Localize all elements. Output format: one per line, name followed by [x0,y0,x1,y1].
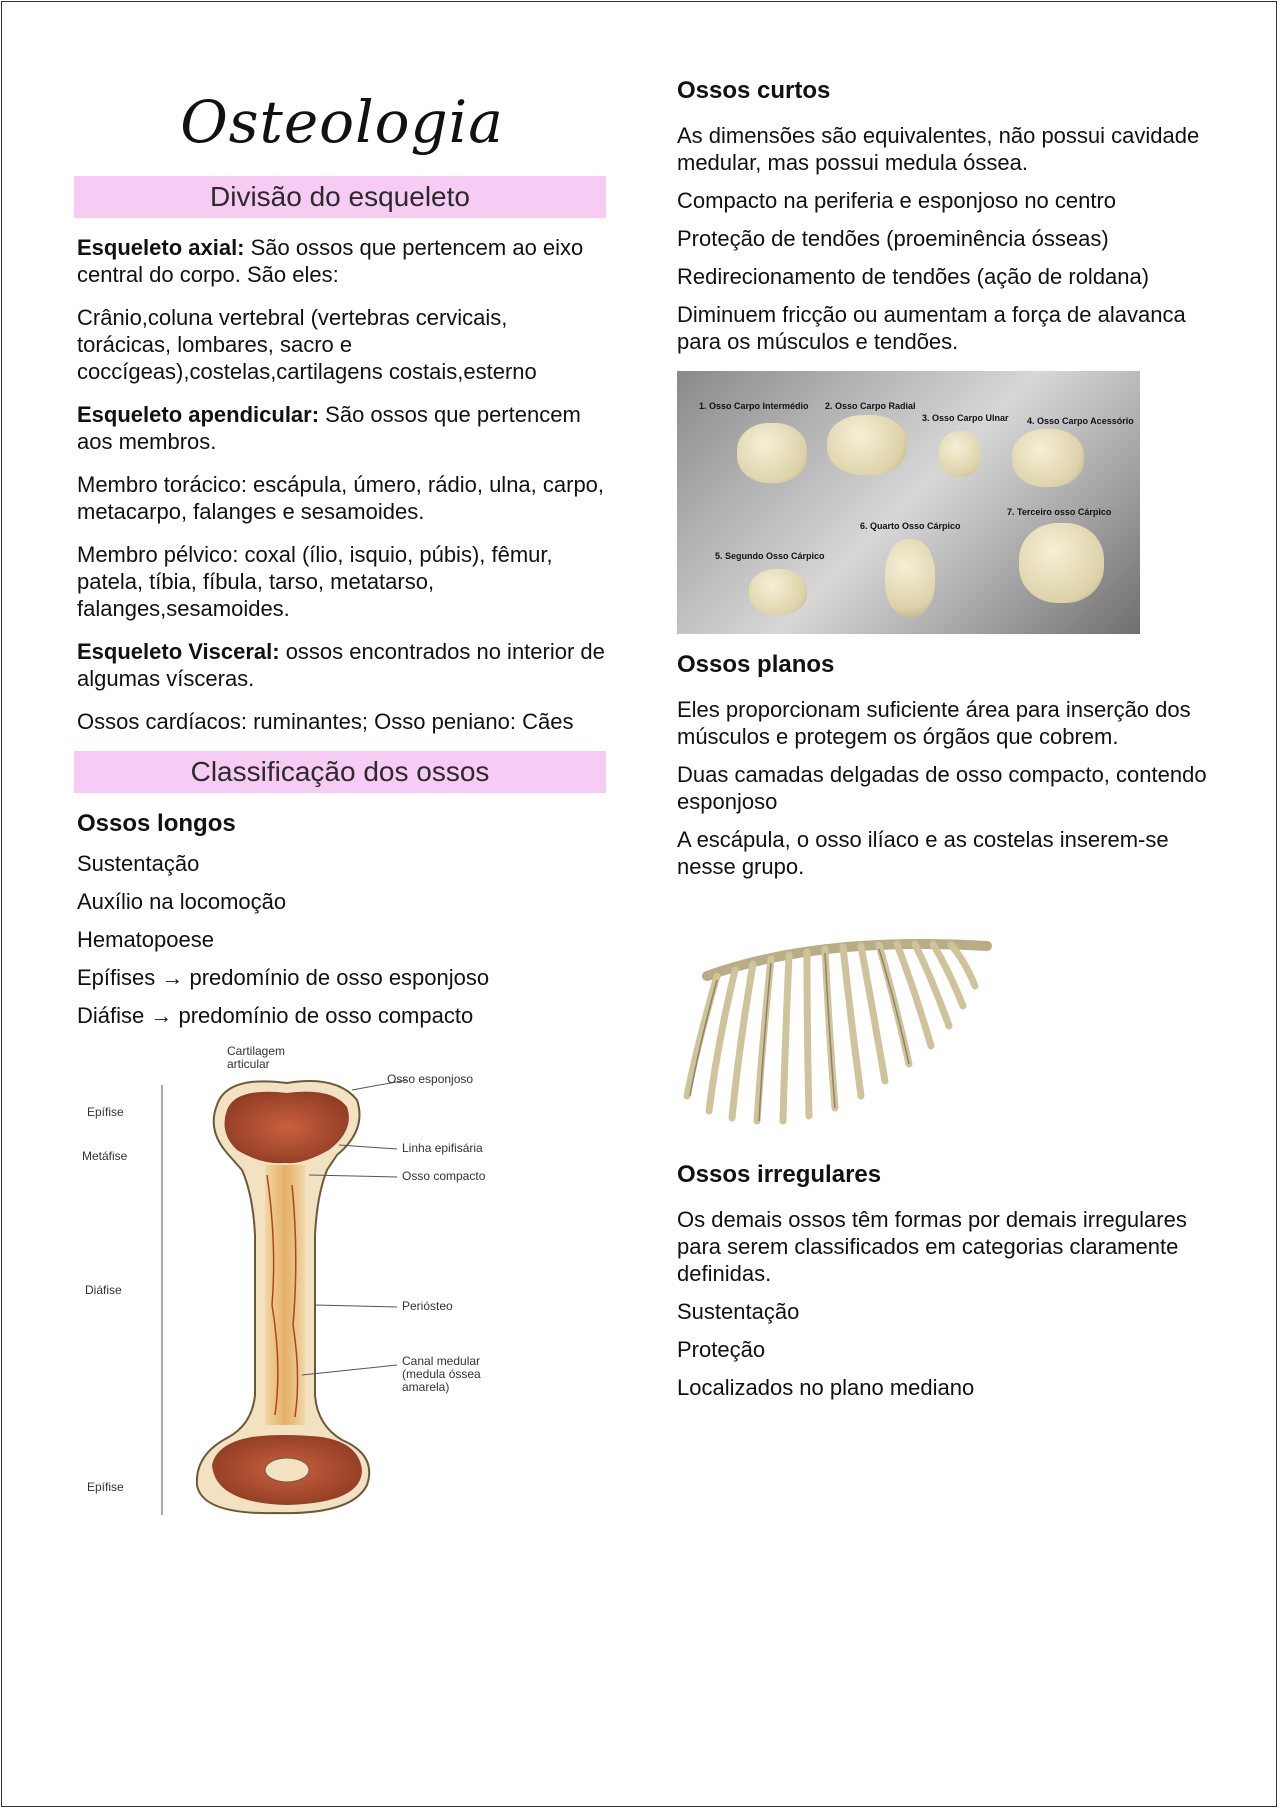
label-epifise-top: Epífise [87,1105,124,1119]
visceral-paragraph [77,638,607,692]
longos-item: Diáfise → predomínio de osso compacto [77,1003,474,1028]
carpal-bones-photo [677,371,1140,634]
carpal-bone [939,431,981,477]
curtos-item: Redirecionamento de tendões (ação de roldana) [677,264,1150,289]
label-cartilagem: Cartilagem articular [227,1044,286,1071]
ribs-illustration [677,896,997,1126]
carpal-label: 4. Osso Carpo Acessório [1027,416,1134,426]
section-band-classificacao: Classificação dos ossos [74,751,606,793]
axial-text: São ossos que pertencem ao eixo central do corpo. São eles: [77,235,584,287]
carpal-label: 2. Osso Carpo Radial [825,401,916,411]
planos-item: Eles proporcionam suficiente área para inserção dos músculos e protegem os órgãos que cobrem. [677,697,1191,749]
irregulares-item: Proteção [677,1337,766,1362]
visceral-lead: Esqueleto Visceral: [77,639,280,664]
carpal-bone [1019,523,1104,603]
apendicular-text: São ossos que pertencem aos membros. [77,402,581,454]
long-bone-diagram [77,1045,517,1525]
label-linha-epifisaria: Linha epifisária [402,1141,483,1155]
membro-pelvico: Membro pélvico: coxal (ílio, isquio, púbis), fêmur, patela, tíbia, fíbula, tarso, metatarso, falanges,sesamoides. [77,542,553,621]
longos-item: Sustentação [77,851,200,876]
section-band-divisao: Divisão do esqueleto [74,176,606,218]
carpal-bone [885,539,935,617]
longos-item: Epífises → predomínio de osso esponjoso [77,965,490,990]
axial-lead: Esqueleto axial: [77,235,245,260]
ossos-longos-title: Ossos longos [77,810,236,837]
apendicular-lead: Esqueleto apendicular: [77,402,320,427]
planos-item: A escápula, o osso ilíaco e as costelas inserem-se nesse grupo. [677,827,1169,879]
curtos-item: Compacto na periferia e esponjoso no centro [677,188,1117,213]
visceral-list: Ossos cardíacos: ruminantes; Osso peniano: Cães [77,709,574,734]
carpal-label: 1. Osso Carpo Intermédio [699,401,809,411]
ossos-curtos-title: Ossos curtos [677,77,831,104]
curtos-item: Diminuem fricção ou aumentam a força de alavanca para os músculos e tendões. [677,302,1186,354]
right-column [677,76,1217,1401]
planos-item: Duas camadas delgadas de osso compacto, contendo esponjoso [677,762,1207,814]
visceral-text: ossos encontrados no interior de algumas vísceras. [77,639,605,691]
longos-item: Hematopoese [77,927,214,952]
label-canal-medular: Canal medular (medula óssea amarela) [402,1354,481,1394]
longos-item: Auxílio na locomoção [77,889,287,914]
carpal-bone [1012,429,1084,487]
carpal-label: 6. Quarto Osso Cárpico [860,521,961,531]
irregulares-item: Os demais ossos têm formas por demais irregulares para serem classificados em categorias claramente definidas. [677,1207,1187,1286]
curtos-item: As dimensões são equivalentes, não possui cavidade medular, mas possui medula óssea. [677,123,1200,175]
carpal-bone [737,423,807,483]
carpal-label: 3. Osso Carpo Ulnar [922,413,1009,423]
label-metafise: Metáfise [82,1149,128,1163]
label-periosteo: Periósteo [402,1299,453,1313]
curtos-item: Proteção de tendões (proeminência ósseas) [677,226,1109,251]
carpal-label: 7. Terceiro osso Cárpico [1007,507,1112,517]
ribcage-svg [677,896,997,1126]
label-osso-esponjoso: Osso esponjoso [387,1072,474,1086]
apendicular-paragraph [77,401,607,455]
axial-paragraph [77,234,607,288]
page-title: Osteologia [180,88,504,156]
carpal-label: 5. Segundo Osso Cárpico [715,551,825,561]
label-osso-compacto: Osso compacto [402,1169,486,1183]
left-column [77,80,607,1525]
label-epifise-bottom: Epífise [87,1480,124,1494]
axial-list: Crânio,coluna vertebral (vertebras cervicais, torácicas, lombares, sacro e coccígeas),costelas,cartilagens costais,esterno [77,305,537,384]
irregulares-item: Sustentação [677,1299,800,1324]
irregulares-item: Localizados no plano mediano [677,1375,975,1400]
ossos-irregulares-title: Ossos irregulares [677,1161,882,1188]
ossos-planos-title: Ossos planos [677,651,835,678]
carpal-bone [749,569,807,615]
long-bone-illustration [77,1045,517,1525]
carpal-bone [827,415,907,475]
label-diafise: Diáfise [85,1283,122,1297]
membro-toracico: Membro torácico: escápula, úmero, rádio, ulna, carpo, metacarpo, falanges e sesamoides. [77,472,605,524]
